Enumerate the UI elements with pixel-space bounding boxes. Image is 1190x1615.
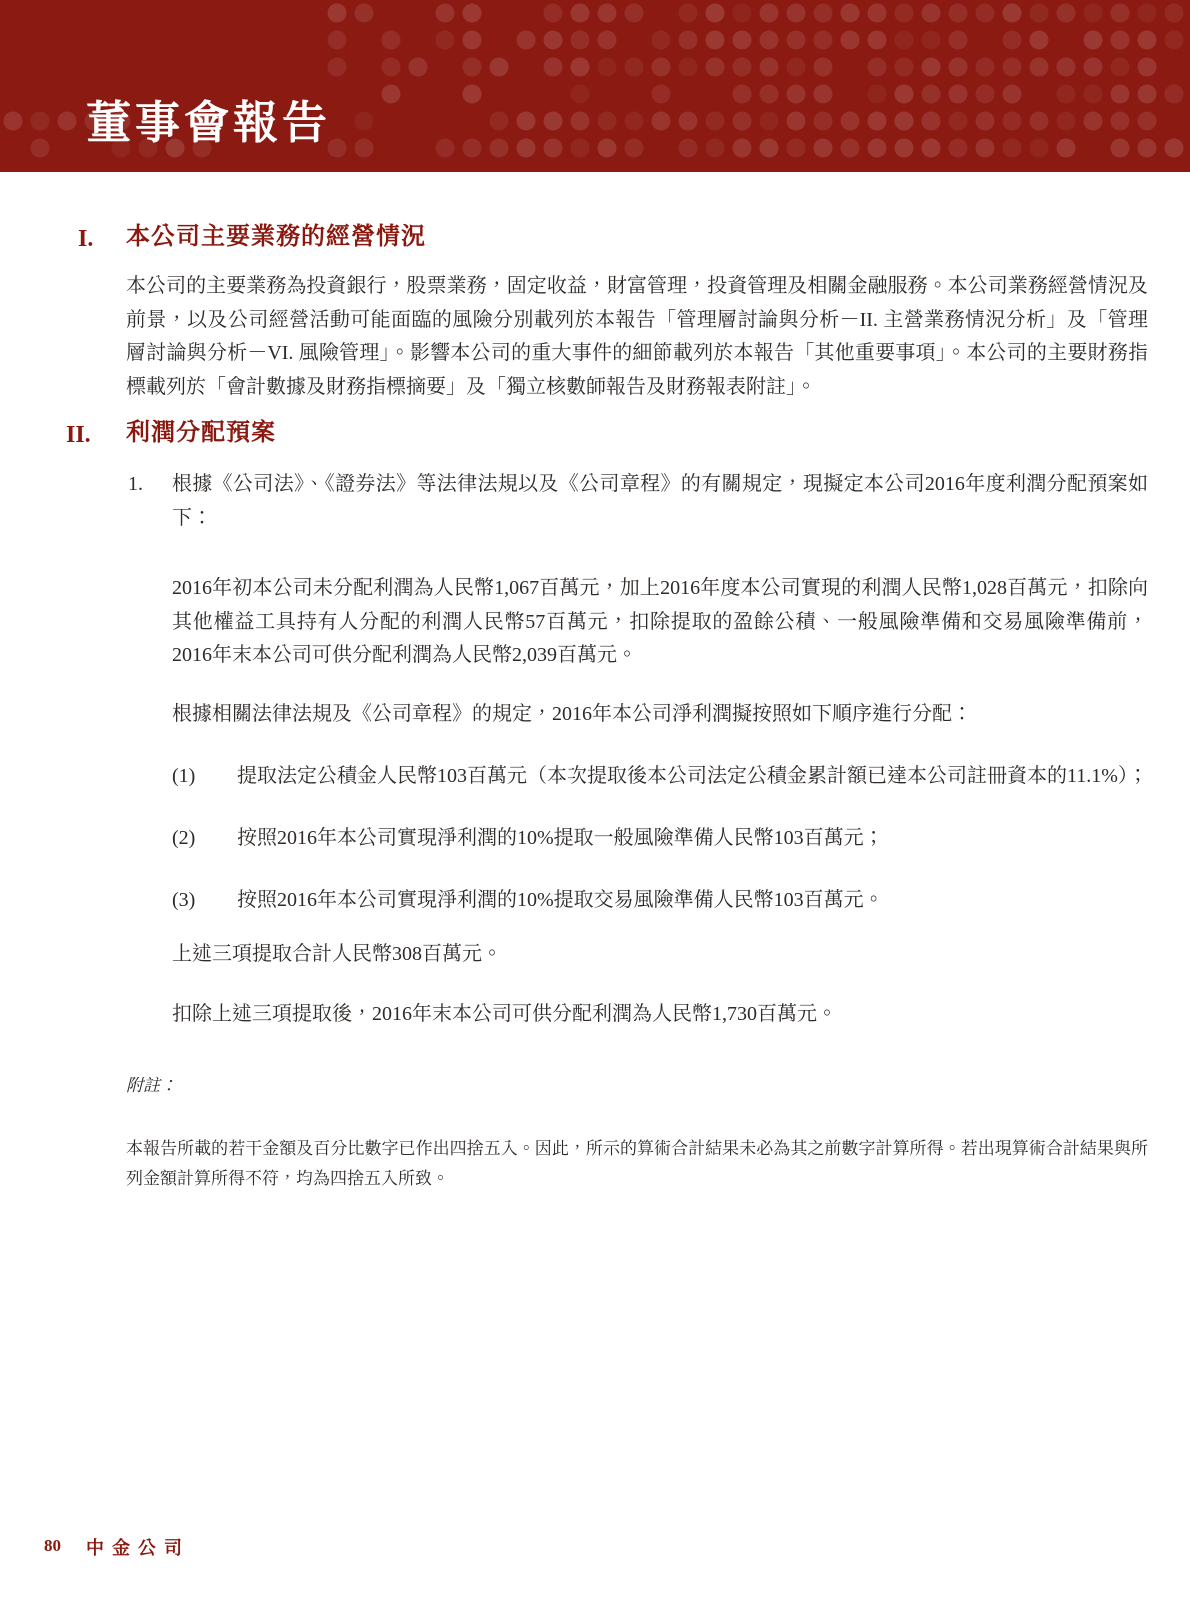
notes-label: 附註： [126, 1076, 177, 1095]
section-ii-heading: 利潤分配預案 [126, 420, 276, 446]
sub-item-3-text: 按照2016年本公司實現淨利潤的10%提取交易風險準備人民幣103百萬元。 [237, 889, 884, 911]
sub-item-2-label: (2) [172, 827, 196, 849]
paragraph-remaining: 扣除上述三項提取後，2016年末本公司可供分配利潤為人民幣1,730百萬元。 [172, 1003, 837, 1025]
page-title: 董事會報告 [86, 98, 332, 148]
section-i-paragraph: 本公司的主要業務為投資銀行，股票業務，固定收益，財富管理，投資管理及相關金融服務。本公司業務經營情況及前景，以及公司經營活動可能面臨的風險分別載列於本報告「管理層討論與分析－II. 主營業務情況分析」及「管理層討論與分析－VI. 風險管理」。影響本公司的重大事件的細節載列於本報告「其他重要事項」。本公司的主要財務指標載列於「會計數據及財務指標摘要」及「獨立核數師報告及財務報表附註」。 [126, 275, 1148, 398]
sub-item-3-label: (3) [172, 889, 196, 911]
notes-text: 本報告所載的若干金額及百分比數字已作出四捨五入。因此，所示的算術合計結果未必為其之前數字計算所得。若出現算術合計結果與所列金額計算所得不符，均為四捨五入所致。 [126, 1139, 1148, 1188]
page-number: 80 [44, 1536, 61, 1555]
list-item-1-label: 1. [128, 473, 143, 495]
page-banner [0, 0, 1190, 172]
paragraph-total: 上述三項提取合計人民幣308百萬元。 [172, 943, 502, 965]
sub-item-2-text: 按照2016年本公司實現淨利潤的10%提取一般風險準備人民幣103百萬元； [237, 827, 884, 849]
section-i-numeral: I. [78, 226, 94, 252]
sub-item-1-text: 提取法定公積金人民幣103百萬元（本次提取後本公司法定公積金累計額已達本公司註冊資本的11.1%）； [237, 765, 1148, 787]
paragraph-opening-balance: 2016年初本公司未分配利潤為人民幣1,067百萬元，加上2016年度本公司實現的利潤人民幣1,028百萬元，扣除向其他權益工具持有人分配的利潤人民幣57百萬元，扣除提取的盈餘公積、一般風險準備和交易風險準備前，2016年末本公司可供分配利潤為人民幣2,039百萬元。 [172, 577, 1148, 666]
company-name: 中金公司 [86, 1538, 190, 1558]
section-i-heading: 本公司主要業務的經營情況 [126, 224, 426, 250]
section-ii-numeral: II. [66, 422, 91, 448]
list-item-1-intro: 根據《公司法》、《證券法》等法律法規以及《公司章程》的有關規定，現擬定本公司2016年度利潤分配預案如下： [172, 473, 1148, 529]
sub-item-1-label: (1) [172, 765, 196, 787]
paragraph-distribution-order: 根據相關法律法規及《公司章程》的規定，2016年本公司淨利潤擬按照如下順序進行分配： [172, 703, 972, 725]
